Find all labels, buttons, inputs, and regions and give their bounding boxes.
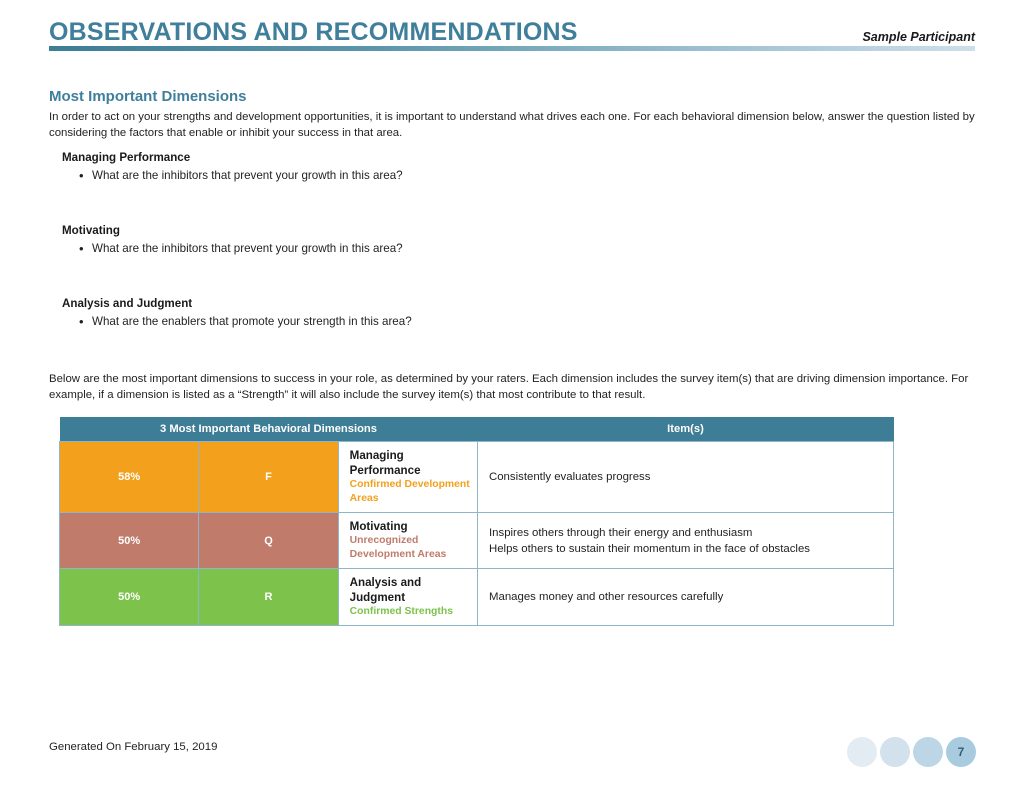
page-dot-1 — [847, 737, 877, 767]
bullet-icon: • — [79, 314, 84, 329]
generated-on-label: Generated On February 15, 2019 — [49, 741, 218, 753]
dimension-block-1 — [62, 151, 762, 183]
page-indicator — [847, 737, 976, 767]
page-number-badge: 7 — [946, 737, 976, 767]
section-heading: Most Important Dimensions — [49, 88, 247, 105]
column-header-dimensions: 3 Most Important Behavioral Dimensions — [60, 417, 478, 442]
table-row — [60, 442, 894, 513]
letter-cell: F — [199, 442, 338, 513]
items-cell — [478, 442, 894, 513]
items-cell — [478, 513, 894, 569]
bullet-icon: • — [79, 241, 84, 256]
page-dot-3 — [913, 737, 943, 767]
list-item — [79, 314, 762, 329]
table-row — [60, 569, 894, 626]
column-header-items: Item(s) — [478, 417, 894, 442]
dimension-block-3 — [62, 297, 762, 329]
percent-cell: 50% — [60, 569, 199, 626]
page-dot-2 — [880, 737, 910, 767]
dimension-question: What are the inhibitors that prevent your growth in this area? — [92, 169, 403, 182]
dimension-name: Managing Performance — [62, 151, 191, 164]
item-line: Inspires others through their energy and enthusiasm — [489, 526, 753, 539]
important-dimensions-table — [59, 417, 894, 626]
dimension-question: What are the enablers that promote your strength in this area? — [92, 315, 412, 328]
dimension-name-cell — [338, 569, 477, 626]
dimension-title: Motivating — [349, 520, 408, 533]
table-row — [60, 513, 894, 569]
dimension-name: Motivating — [62, 224, 120, 237]
dimension-name-cell — [338, 442, 477, 513]
status-badge: Confirmed Development Areas — [349, 479, 470, 504]
participant-name: Sample Participant — [862, 30, 975, 44]
dimension-question-list — [62, 241, 762, 256]
bullet-icon: • — [79, 168, 84, 183]
letter-cell: R — [199, 569, 338, 626]
intro-paragraph: In order to act on your strengths and development opportunities, it is important to understand what drives each one. For each behavioral dimension below, answer the question listed by considering the factors that enable or inhibit your success in that area. — [49, 111, 975, 139]
dimension-block-2 — [62, 224, 762, 256]
table-header-row — [60, 417, 894, 442]
header-divider — [49, 46, 975, 51]
percent-cell: 50% — [60, 513, 199, 569]
items-cell — [478, 569, 894, 626]
item-line: Consistently evaluates progress — [489, 471, 651, 483]
dimension-name: Analysis and Judgment — [62, 297, 193, 310]
dimension-name-cell — [338, 513, 477, 569]
status-badge: Confirmed Strengths — [349, 606, 453, 617]
status-badge: Unrecognized Development Areas — [349, 535, 447, 560]
percent-cell: 58% — [60, 442, 199, 513]
dimension-question-list — [62, 168, 762, 183]
letter-cell: Q — [199, 513, 338, 569]
dimension-question-list — [62, 314, 762, 329]
list-item — [79, 168, 762, 183]
list-item — [79, 241, 762, 256]
table-intro-paragraph: Below are the most important dimensions to success in your role, as determined by your raters. Each dimension includes the survey item(s) that are driving dimension importance. For example, if a dimension is listed as a “Strength” it will also include the survey item(s) that most contribute to that result. — [49, 373, 969, 401]
item-line: Manages money and other resources carefully — [489, 591, 724, 603]
page-title: OBSERVATIONS AND RECOMMENDATIONS — [49, 18, 578, 46]
dimension-title: Managing Performance — [349, 449, 421, 477]
item-line: Helps others to sustain their momentum in the face of obstacles — [489, 542, 810, 555]
dimension-question: What are the inhibitors that prevent your growth in this area? — [92, 242, 403, 255]
dimension-title: Analysis and Judgment — [349, 576, 422, 604]
